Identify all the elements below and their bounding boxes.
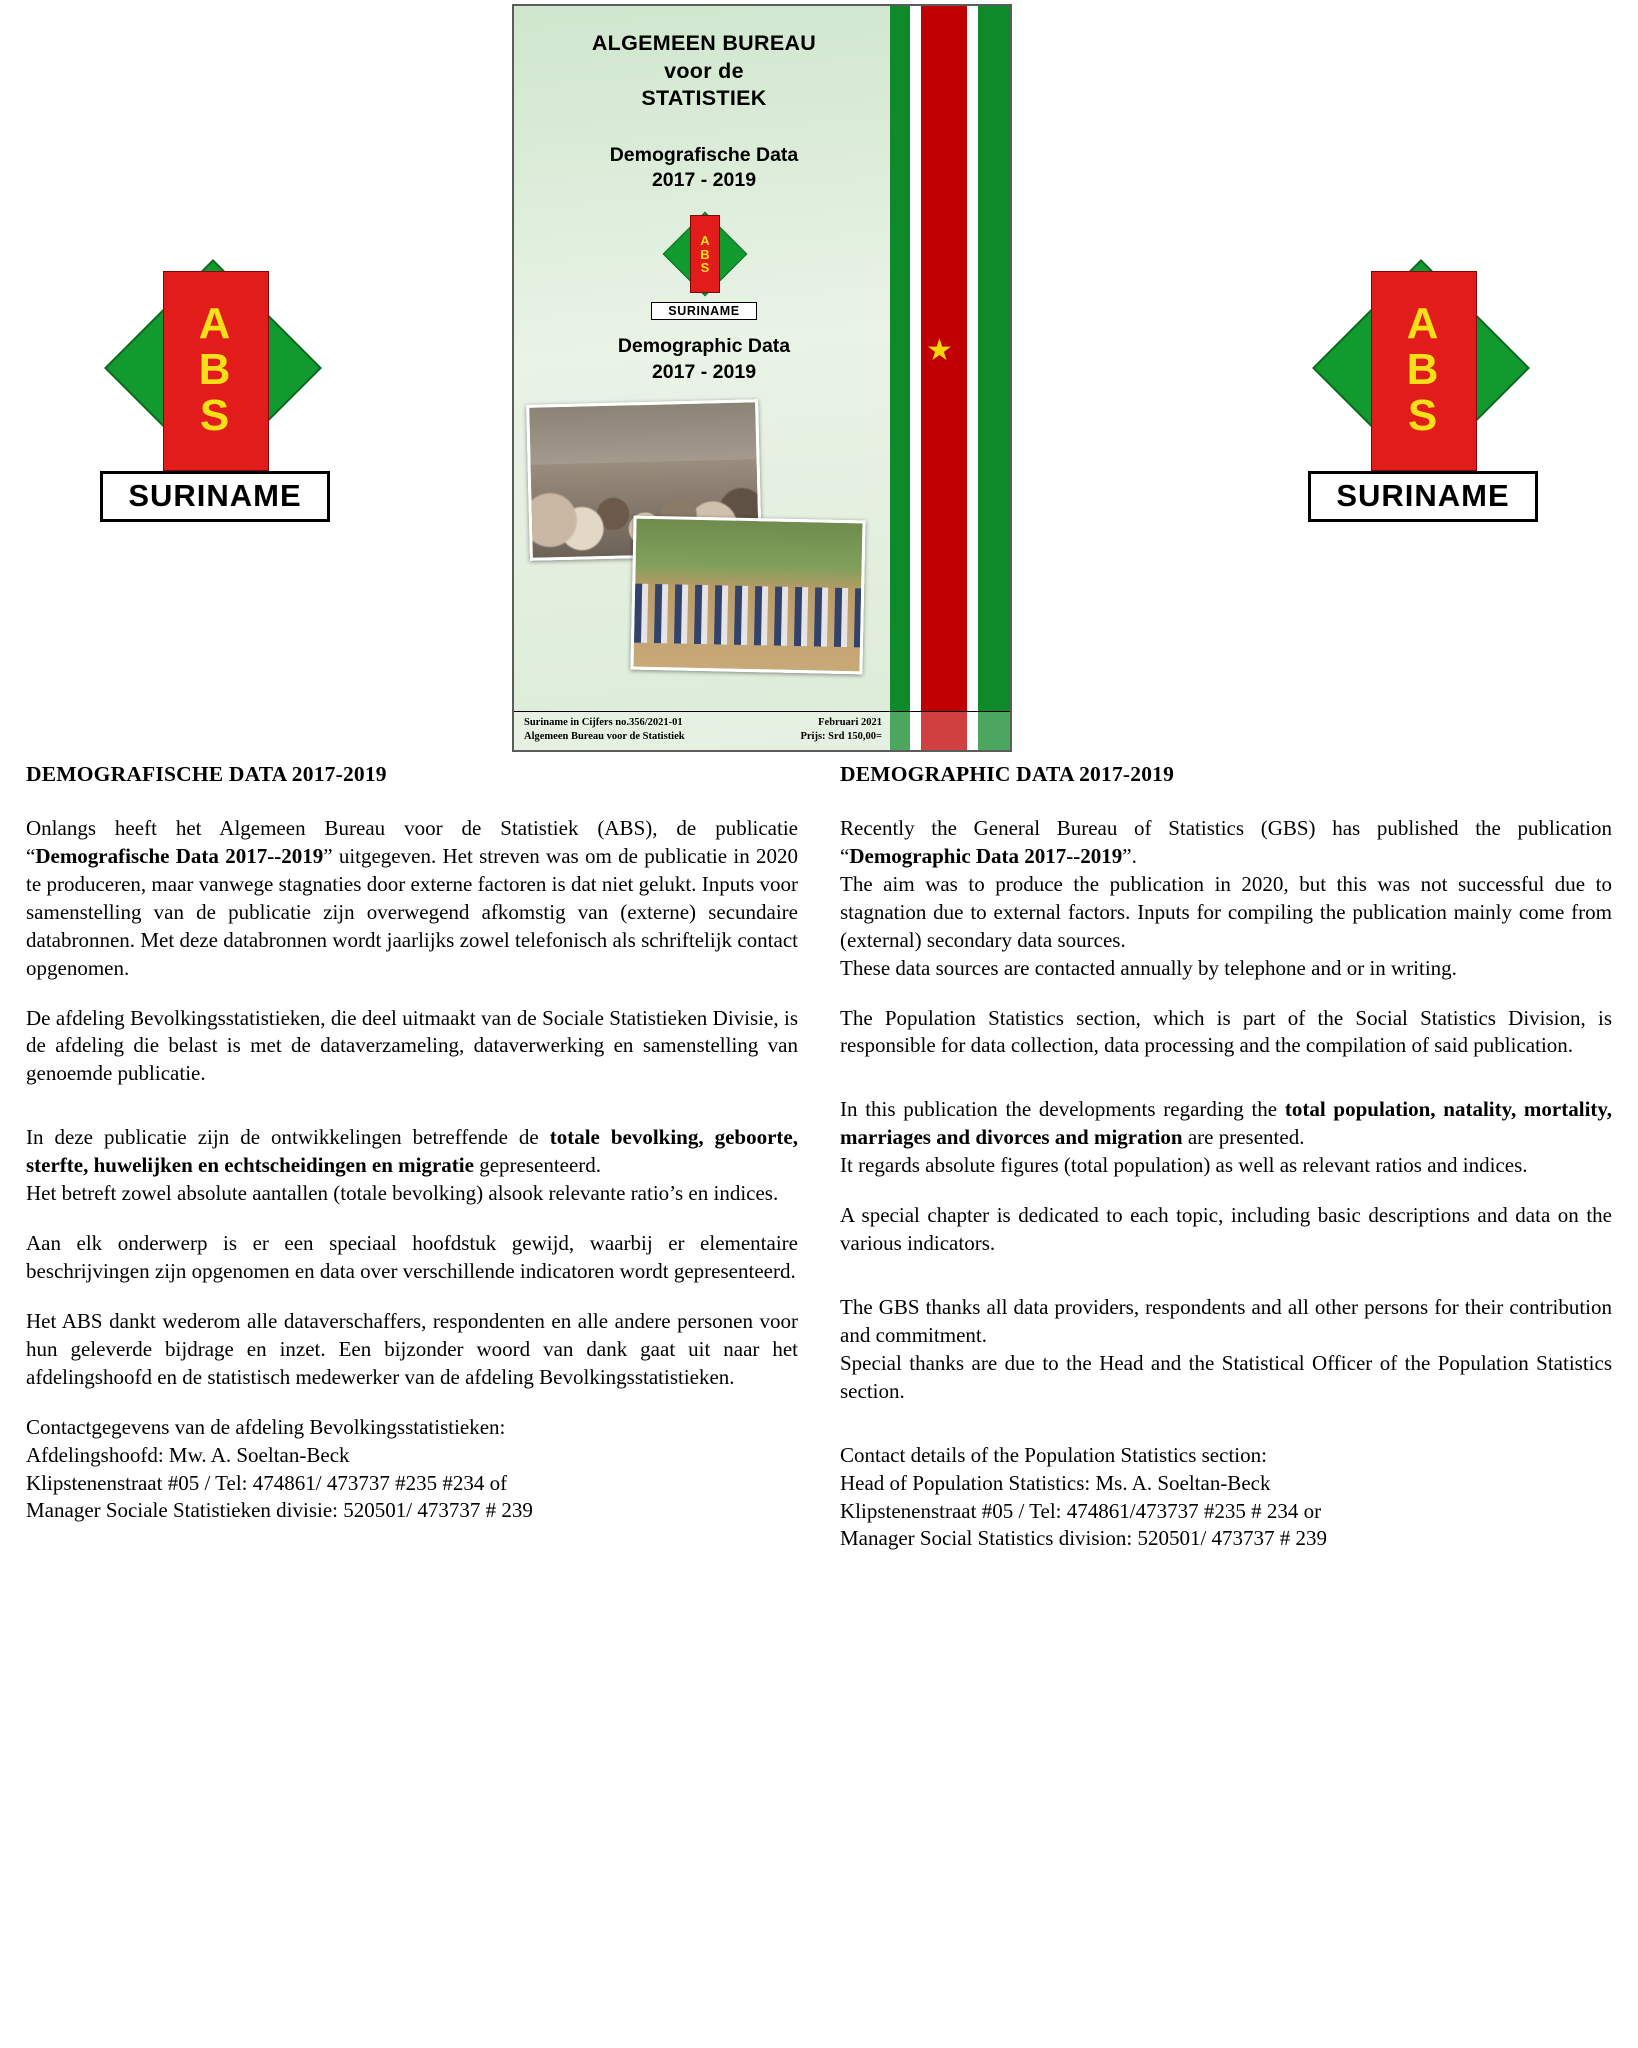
abs-emblem [100,265,330,513]
cover-date: Februari 2021 [818,716,882,728]
english-paragraph-1 [840,815,1612,871]
cover-title-en-line1: Demographic Data [617,335,791,358]
abs-letter-b: B [1406,345,1440,394]
cover-org-line3: STATISTIEK [641,86,767,111]
english-p5-bold: total population, natality, mortality, marriages and divorces and migration [840,1097,1612,1150]
cover-abs-logo [661,215,747,301]
cover-publisher: Algemeen Bureau voor de Statistiek [524,730,685,742]
cover-series-number: Suriname in Cijfers no.356/2021-01 [524,716,683,728]
abs-letter-s: S [199,391,231,440]
abs-letter-b: B [700,246,710,262]
abs-letter-a: A [1406,299,1440,348]
cover-price: Prijs: Srd 150,00= [800,730,882,742]
abs-letters [1371,271,1475,469]
publication-cover [512,4,1012,752]
english-paragraph-4: The Population Statistics section, which is part of the Social Statistics Division, is responsible for data collection, data processing and the compilation of said publication. [840,1005,1612,1058]
cover-footer-left [524,716,685,744]
dutch-contact-manager: Manager Sociale Statistieken divisie: 520501/ 473737 # 239 [26,1498,533,1523]
english-p1-part1: Recently the General Bureau of Statistics (GBS) has published the publication “ [840,816,1612,868]
abs-letter-a: A [700,233,710,249]
english-paragraph-3: These data sources are contacted annually by telephone and or in writing. [840,955,1457,980]
dutch-paragraph-4: Het betreft zowel absolute aantallen (totale bevolking) alsook relevante ratio’s en indices. [26,1181,779,1206]
cover-org-line2: voor de [664,58,744,83]
english-p5-part2: are presented. [1182,1125,1305,1150]
abs-letter-a: A [198,299,232,348]
cover-org-line1: ALGEMEEN BUREAU [591,31,817,55]
suriname-label: SURINAME [1308,471,1538,522]
suriname-label: SURINAME [100,471,330,522]
english-paragraph-6: It regards absolute figures (total population) as well as relevant ratios and indices. [840,1153,1528,1178]
abs-letters [690,215,720,293]
photo-rows-shape [634,584,861,648]
cover-footer [514,711,1010,750]
flag-star-icon: ★ [926,334,953,367]
dutch-paragraph-6: Het ABS dankt wederom alle dataverschaffers, respondenten en alle andere personen voor hun geleverde bijdrage en inzet. Een bijzonder woord van dank gaat uit naar het afdelingshoofd en de statistisch medewerker van de afdeling Bevolkingsstatistieken. [26,1308,798,1389]
dutch-contact-head: Afdelingshoofd: Mw. A. Soeltan-Beck [26,1442,350,1467]
flag-white-stripe-right [967,6,978,750]
column-english [840,762,1612,1553]
spacer [26,1110,798,1124]
english-paragraph-5 [840,1096,1612,1152]
cover-title-nl-line1: Demografische Data [609,143,799,166]
dutch-contact-intro: Contactgegevens van de afdeling Bevolkingsstatistieken: [26,1414,506,1439]
abs-logo-right [1308,265,1538,513]
english-contact-address: Klipstenenstraat #05 / Tel: 474861/473737 #235 # 234 or [840,1498,1322,1523]
cover-title-dutch [528,143,880,194]
cover-organisation [528,30,880,113]
dutch-p3-bold: totale bevolking, geboorte, sterfte, huwelijken en echtscheidingen en migratie [26,1125,798,1178]
english-p1-part2: ”. [1122,843,1137,868]
cover-title-nl-line2: 2017 - 2019 [651,168,757,191]
english-paragraph-9: Special thanks are due to the Head and the Statistical Officer of the Population Statistics section. [840,1350,1612,1403]
dutch-p3-part2: gepresenteerd. [473,1153,602,1178]
english-p5-part1: In this publication the developments regarding the [840,1097,1285,1122]
english-paragraph-8: The GBS thanks all data providers, respondents and all other persons for their contribution and commitment. [840,1294,1612,1347]
page-title-english: DEMOGRAPHIC DATA 2017-2019 [840,762,1175,786]
dutch-paragraph-1 [26,815,798,983]
english-paragraph-2: The aim was to produce the publication in 2020, but this was not successful due to stagnation due to external factors. Inputs for compiling the publication mainly come from (external) secondary data sources. [840,871,1612,952]
cover-suriname-label: SURINAME [651,302,757,320]
page-title-dutch: DEMOGRAFISCHE DATA 2017-2019 [26,762,387,786]
suriname-flag-stripes [890,6,1010,750]
english-contact-intro: Contact details of the Population Statistics section: [840,1442,1267,1467]
abs-letter-b: B [198,345,232,394]
flag-red-stripe [921,6,967,750]
dutch-p1-part1: Onlangs heeft het Algemeen Bureau voor de Statistiek (ABS), de publicatie “ [26,816,798,868]
flag-green-stripe-inner [978,6,1010,750]
english-contact-head: Head of Population Statistics: Ms. A. Soeltan-Beck [840,1470,1271,1495]
dutch-paragraph-2: De afdeling Bevolkingsstatistieken, die deel uitmaakt van de Sociale Statistieken Divisie, is de afdeling die belast is met de dataverzameling, dataverwerking en samenstelling van genoemde publicatie. [26,1005,798,1086]
english-paragraph-7: A special chapter is dedicated to each topic, including basic descriptions and data on the various indicators. [840,1203,1612,1256]
dutch-paragraph-5: Aan elk onderwerp is er een speciaal hoofdstuk gewijd, waarbij er elementaire beschrijvingen zijn opgenomen en data over verschillende indicatoren wordt gepresenteerd. [26,1231,798,1283]
column-dutch [26,762,798,1553]
dutch-contact-address: Klipstenenstraat #05 / Tel: 474861/ 473737 #235 #234 of [26,1470,508,1495]
flag-white-stripe-left [910,6,921,750]
abs-letter-s: S [700,259,710,275]
dutch-p1-bold: Demografische Data 2017--2019 [35,843,324,868]
dutch-paragraph-3 [26,1124,798,1180]
dutch-p3-part1: In deze publicatie zijn de ontwikkelingen betreffende de [26,1125,550,1150]
cover-title-en-line2: 2017 - 2019 [651,360,757,383]
abs-logo-left [100,265,330,513]
cover-footer-right [800,716,1002,744]
abs-letter-s: S [1407,391,1439,440]
spacer [840,1280,1612,1294]
cover-photo-school [630,516,865,675]
spacer [840,1082,1612,1096]
dutch-p1-part2: ” uitgegeven. Het streven was om de publicatie in 2020 te produceren, maar vanwege stagnaties door externe factoren is dat niet gelukt. Inputs voor samenstelling van de publicatie zijn overwegend afkomstig van (externe) secundaire databronnen. Met deze databronnen wordt jaarlijks zowel telefonisch als schriftelijk contact opgenomen. [26,843,798,980]
header-banner [0,0,1638,760]
abs-letters [163,271,267,469]
abs-emblem [1308,265,1538,513]
cover-title-english [528,334,880,385]
english-p1-bold: Demographic Data 2017--2019 [849,843,1123,868]
article-columns [0,762,1638,1553]
english-contact-manager: Manager Social Statistics division: 520501/ 473737 # 239 [840,1526,1328,1551]
spacer [840,1428,1612,1442]
